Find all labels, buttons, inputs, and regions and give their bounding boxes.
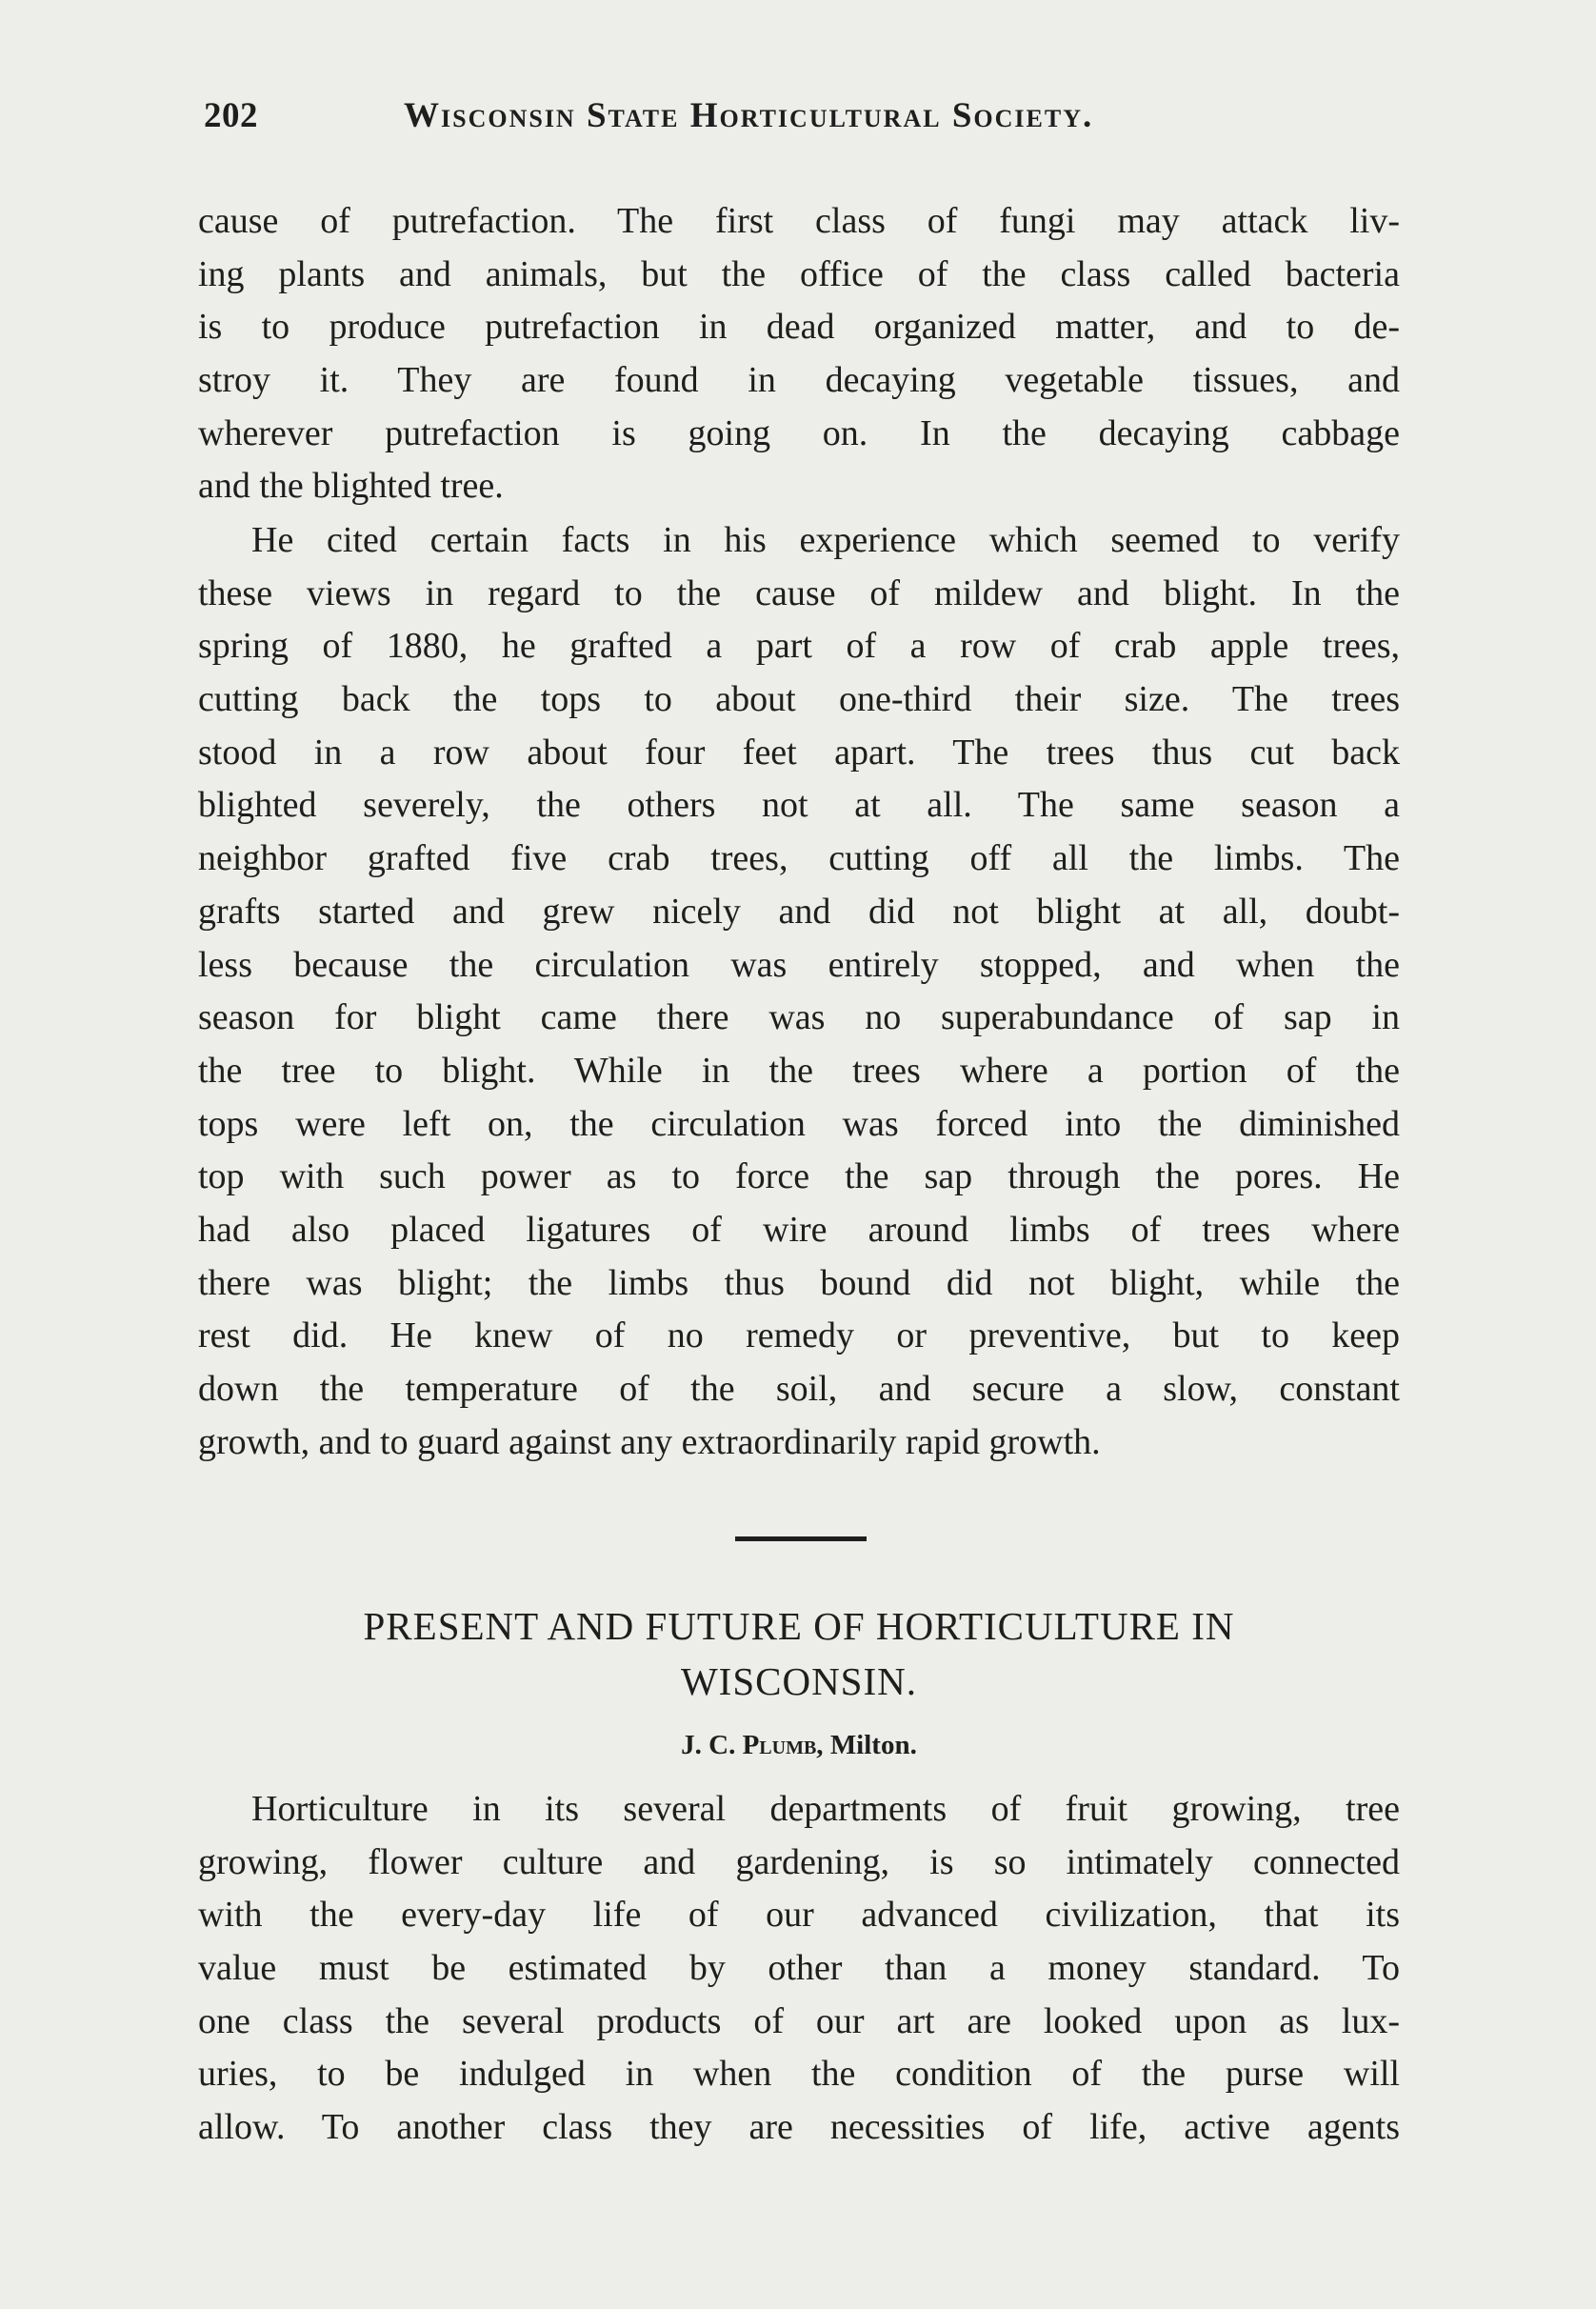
- text-line: grafts started and grew nicely and did not blight at all, doubt-: [198, 891, 1400, 932]
- text-line: neighbor grafted five crab trees, cutting off all the limbs. The: [198, 838, 1400, 879]
- text-line: allow. To another class they are necessities of life, active agents: [198, 2107, 1400, 2148]
- text-line: wherever putrefaction is going on. In the decaying cabbage: [198, 412, 1400, 453]
- text-line: blighted severely, the others not at all. The same season a: [198, 785, 1400, 826]
- text-line: tops were left on, the circulation was forced into the diminished: [198, 1103, 1400, 1144]
- text-line: these views in regard to the cause of mildew and blight. In the: [198, 572, 1400, 613]
- text-line: had also placed ligatures of wire around limbs of trees where: [198, 1209, 1400, 1250]
- text-line: cutting back the tops to about one-third their size. The trees: [198, 679, 1400, 720]
- text-line: Horticulture in its several departments of fruit growing, tree: [251, 1789, 1400, 1829]
- text-line: He cited certain facts in his experience which seemed to verify: [251, 520, 1400, 560]
- article-title: [198, 1598, 1400, 1709]
- text-line: growing, flower culture and gardening, is so intimately connected: [198, 1841, 1400, 1882]
- paragraph-blight-experience: [198, 514, 1400, 1469]
- article-title-line: WISCONSIN.: [680, 1659, 918, 1703]
- text-line: there was blight; the limbs thus bound did not blight, while the: [198, 1262, 1400, 1303]
- text-line: with the every-day life of our advanced civilization, that its: [198, 1895, 1400, 1936]
- paragraph-continued: [198, 195, 1400, 513]
- text-line: stroy it. They are found in decaying vegetable tissues, and: [198, 360, 1400, 401]
- text-line: value must be estimated by other than a money standard. To: [198, 1948, 1400, 1989]
- text-line: the tree to blight. While in the trees where a portion of the: [198, 1050, 1400, 1091]
- text-line: spring of 1880, he grafted a part of a row of crab apple trees,: [198, 626, 1400, 667]
- text-line: rest did. He knew of no remedy or preventive, but to keep: [198, 1315, 1400, 1356]
- text-line: season for blight came there was no superabundance of sap in: [198, 997, 1400, 1038]
- text-line: one class the several products of our art are looked upon as lux-: [198, 2000, 1400, 2041]
- article-title-line: PRESENT AND FUTURE OF HORTICULTURE IN: [363, 1604, 1235, 1648]
- byline-place: Milton.: [829, 1730, 917, 1760]
- text-line: stood in a row about four feet apart. The trees thus cut back: [198, 732, 1400, 773]
- text-line: is to produce putrefaction in dead organized matter, and to de-: [198, 307, 1400, 348]
- text-line: top with such power as to force the sap through the pores. He: [198, 1156, 1400, 1197]
- text-line: cause of putrefaction. The first class of fungi may attack liv-: [198, 201, 1400, 241]
- journal-title: Wisconsin State Horticultural Society.: [404, 96, 1094, 135]
- byline: [198, 1730, 1400, 1761]
- byline-author: J. C. Plumb,: [681, 1730, 824, 1760]
- section-divider: [735, 1536, 867, 1541]
- text-line: uries, to be indulged in when the condition of the purse will: [198, 2054, 1400, 2095]
- text-line: less because the circulation was entirely stopped, and when the: [198, 944, 1400, 985]
- paragraph-horticulture: [198, 1783, 1400, 2155]
- text-line: growth, and to guard against any extraordinarily rapid growth.: [198, 1421, 1101, 1462]
- running-head: [204, 95, 1394, 152]
- page-number: 202: [204, 96, 258, 135]
- text-line: ing plants and animals, but the office of the class called bacteria: [198, 253, 1400, 294]
- text-line: and the blighted tree.: [198, 466, 504, 507]
- text-line: down the temperature of the soil, and secure a slow, constant: [198, 1369, 1400, 1409]
